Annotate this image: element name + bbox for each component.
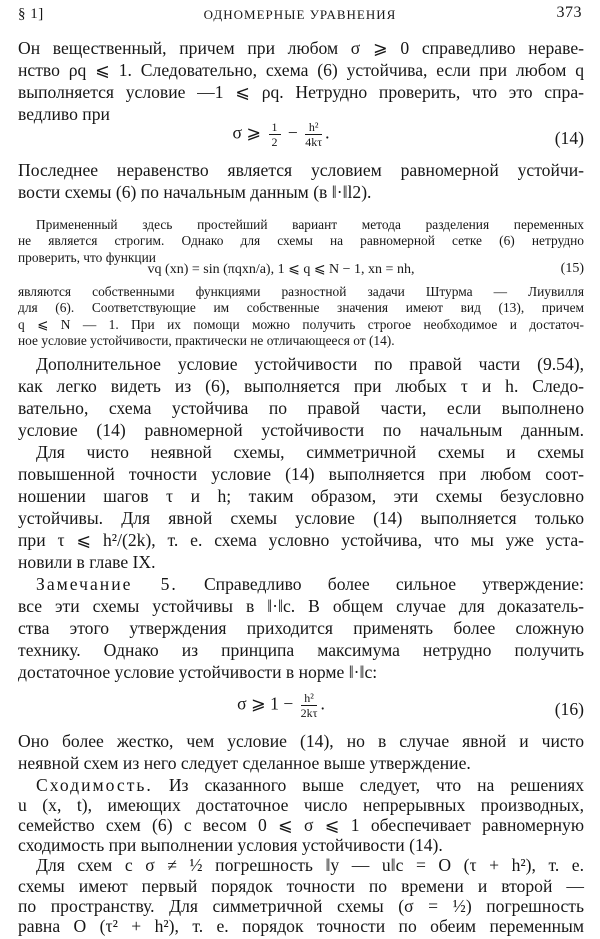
eq16-fraction: [301, 691, 318, 720]
note-line: ное условие устойчивости, практически не отличающееся от (14).: [18, 333, 395, 349]
text-line: достаточное условие устойчивости в норме ‖·‖c:: [18, 661, 378, 682]
text-line: по пространству. Для симметричной схемы (σ = ½) погрешность: [18, 895, 584, 916]
eq16-tail: .: [320, 693, 325, 714]
text-line: неявной схем из него следует сделанное выше утверждение.: [18, 753, 471, 773]
text-line: условие (14) равномерной устойчивости по начальным данным.: [18, 420, 584, 440]
eq16-frac-den: 2kτ: [300, 706, 318, 721]
eq16-lhs: σ ⩾ 1 −: [237, 693, 294, 714]
text-line: при τ ⩽ h²/(2k), т. е. схема условно устойчива, что мы уже уста-: [18, 529, 584, 550]
note-line: q ⩽ N — 1. При их помощи можно получить строгое необходимое и достаточ-: [18, 316, 584, 332]
eq14-frac2-den: 4kτ: [305, 135, 323, 150]
equation-14: [18, 116, 584, 156]
eq14-lhs: σ ⩾: [232, 122, 262, 143]
text-line: сходимость при выполнении условия устойчивости (14).: [18, 835, 443, 856]
eq14-minus: −: [287, 122, 298, 143]
note-line: проверить, что функции: [18, 249, 156, 265]
eq14-fraction-1: [269, 120, 281, 149]
text-line: равна O (τ² + h²), т. е. порядок точности по обеим переменным: [18, 915, 584, 936]
text-line: Он вещественный, причем при любом σ ⩾ 0 справедливо нераве-: [18, 37, 584, 58]
eq15-body: vq (xn) = sin (πqxn/a), 1 ⩽ q ⩽ N − 1, xn = nh,: [147, 261, 415, 277]
text-line: Для схем с σ ≠ ½ погрешность ‖y — u‖c = O (τ + h²), т. е.: [36, 855, 584, 876]
equation-number-16: (16): [554, 699, 584, 720]
text-line: ношении шагов τ и h; таким образом, эти схемы безусловно: [18, 485, 584, 506]
text-line: технику. Однако из принципа максимума нетрудно получить: [18, 639, 584, 660]
eq14-frac2-num: h²: [305, 120, 322, 135]
text-line: ведливо при: [18, 103, 110, 124]
text-line: устойчивы. Для явной схемы условие (14) выполняется только: [18, 507, 584, 528]
text-line: выполняется условие —1 ⩽ ρq. Нетрудно проверить, что это спра-: [18, 81, 584, 102]
text-line: как легко видеть из (6), выполняется при любых τ и h. Следо-: [18, 376, 584, 397]
text-line: вости схемы (6) по начальным данным (в ‖·‖l2).: [18, 182, 372, 203]
text-line: Для чисто неявной схемы, симметричной схемы и схемы: [36, 442, 584, 462]
convergence-label: Сходимость.: [36, 774, 153, 795]
note-line: для (6). Соответствующие им собственные значения имеют вид (13), причем: [18, 300, 584, 316]
eq14-tail: .: [325, 122, 330, 143]
equation-15: [18, 261, 584, 281]
section-marker: § 1]: [18, 6, 44, 22]
equation-16: [18, 687, 584, 729]
note-line: не является строгим. Однако для схемы на равномерной сетке (6) нетрудно: [18, 233, 584, 249]
remark-text: Справедливо более сильное утверждение:: [203, 573, 584, 594]
text-line: все эти схемы устойчивы в ‖·‖c. В общем случае для доказатель-: [18, 595, 584, 616]
convergence-line: [36, 775, 584, 796]
text-line: Оно более жестко, чем условие (14), но в случае явной и чисто: [18, 731, 584, 751]
eq16-frac-num: h²: [301, 691, 318, 706]
text-line: схемы имеют первый порядок точности по времени и второй —: [18, 875, 584, 896]
remark-line: [36, 574, 584, 595]
text-line: ства этого утверждения приходится применять более сложную: [18, 617, 584, 638]
text-line: повышенной точности условие (14) выполняется при любом соот-: [18, 463, 584, 484]
running-title: ОДНОМЕРНЫЕ УРАВНЕНИЯ: [203, 7, 397, 22]
remark-label: Замечание 5.: [36, 573, 178, 594]
text-line: вательно, схема устойчива по правой части, если выполнено: [18, 398, 584, 419]
text-line: семейство схем (6) с весом 0 ⩽ σ ⩽ 1 обеспечивает равномерную: [18, 815, 584, 836]
text-line: новили в главе IX.: [18, 551, 156, 572]
text-line: Последнее неравенство является условием равномерной устойчи-: [18, 160, 584, 181]
text-line: нство ρq ⩽ 1. Следовательно, схема (6) устойчива, если при любом q: [18, 59, 584, 80]
page-number: 373: [556, 4, 582, 21]
eq14-fraction-2: [305, 120, 322, 149]
text-line: Дополнительное условие устойчивости по правой части (9.54),: [36, 354, 584, 375]
note-line: являются собственными функциями разностной задачи Штурма — Лиувилля: [18, 283, 584, 299]
eq14-frac1-num: 1: [269, 120, 281, 135]
eq14-frac1-den: 2: [271, 135, 278, 150]
equation-number-15: (15): [560, 260, 584, 276]
text-line: u (x, t), имеющих достаточное число непрерывных производных,: [18, 795, 584, 815]
page-header: [10, 4, 590, 26]
convergence-text: Из сказанного выше следует, что на решениях: [168, 774, 585, 795]
note-line: Примененный здесь простейший вариант метода разделения переменных: [36, 216, 584, 232]
equation-number-14: (14): [554, 128, 584, 149]
